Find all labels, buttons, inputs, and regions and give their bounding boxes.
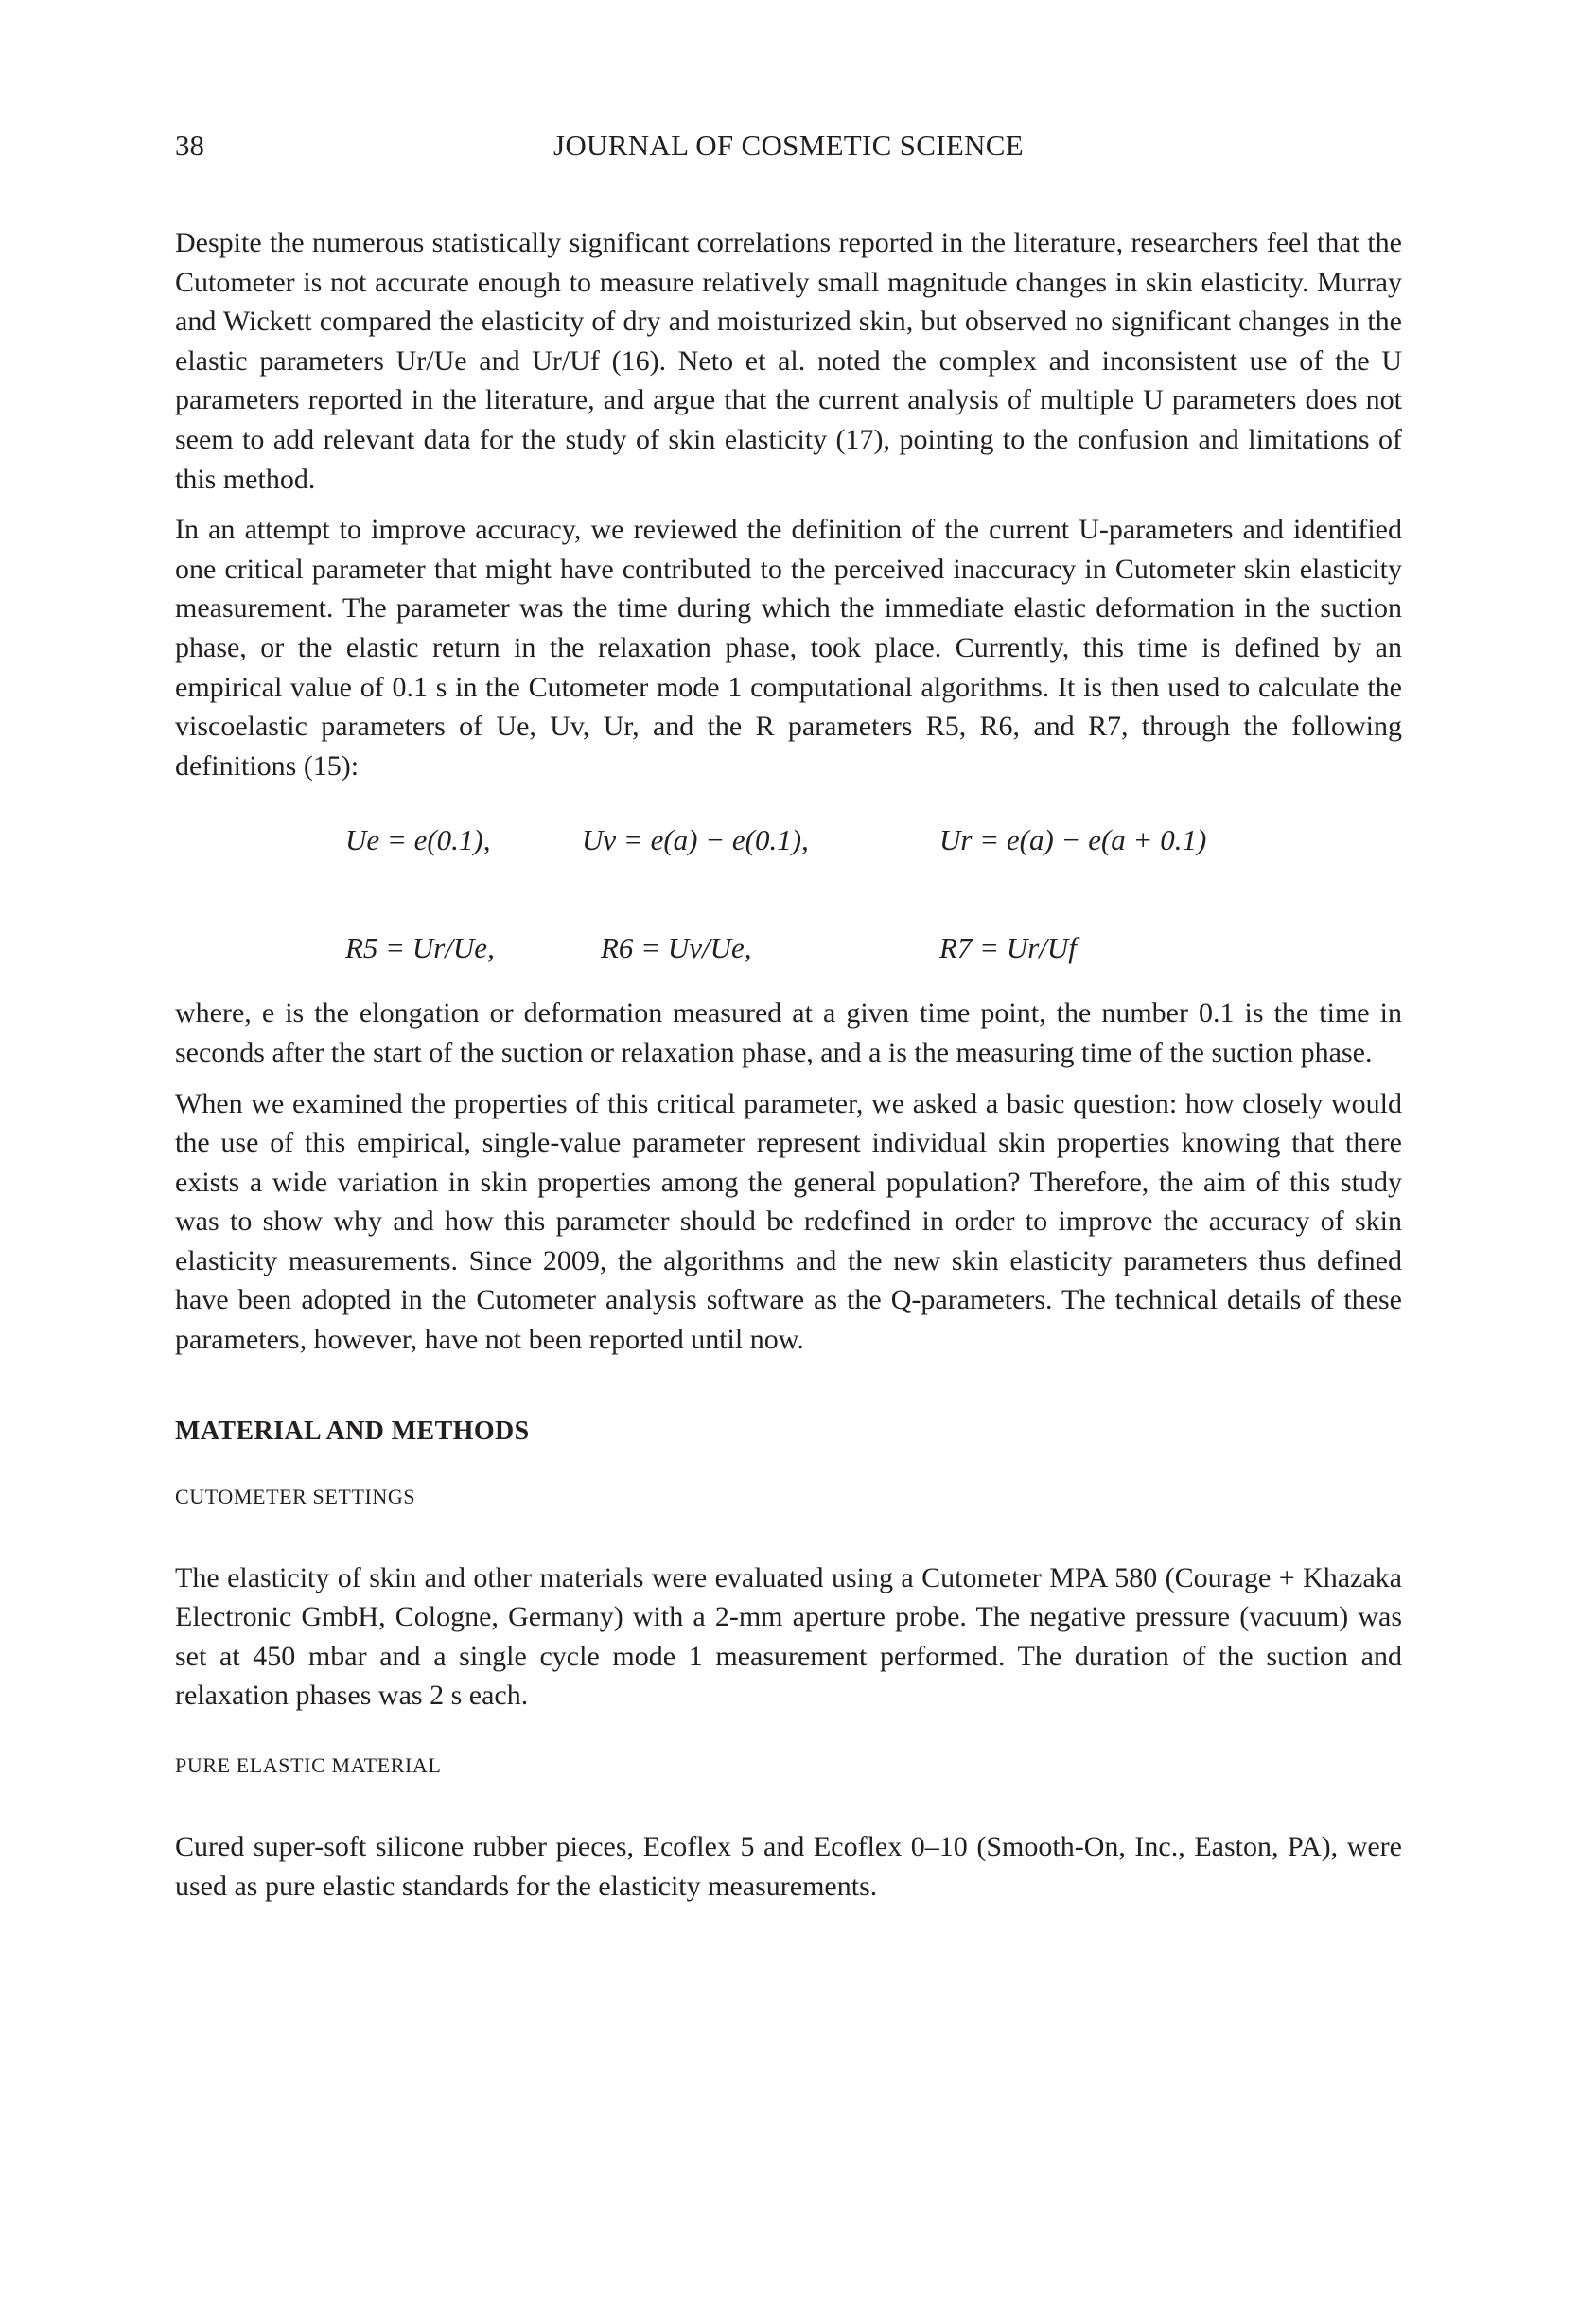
equation-row-u-parameters bbox=[175, 823, 1402, 865]
journal-title: JOURNAL OF COSMETIC SCIENCE bbox=[553, 129, 1024, 162]
subheading-pure-elastic-material: PURE ELASTIC MATERIAL bbox=[175, 1753, 442, 1778]
equation-row-r-parameters bbox=[175, 931, 1402, 973]
equation-r6: R6 = Uv/Ue, bbox=[601, 931, 752, 965]
equation-r5: R5 = Ur/Ue, bbox=[345, 931, 495, 965]
paragraph-pure-elastic-material: Cured super-soft silicone rubber pieces, Ecoflex 5 and Ecoflex 0–10 (Smooth-On, Inc., Easton, PA), were used as pure elastic standards for the elasticity measurements. bbox=[175, 1831, 1402, 1902]
paragraph-cutometer-accuracy: Despite the numerous statistically significant correlations reported in the literature, researchers feel that the Cutometer is not accurate enough to measure relatively small magnitude changes in skin elasticity. Murray and Wickett compared the elasticity of dry and moisturized skin, but observed no significant changes in the elastic parameters Ur/Ue and Ur/Uf (16). Neto et al. noted the complex and inconsistent use of the U parameters reported in the literature, and argue that the current analysis of multiple U parameters does not seem to add relevant data for the study of skin elasticity (17), pointing to the confusion and limitations of this method. bbox=[175, 227, 1402, 495]
paragraph-study-aim: When we examined the properties of this critical parameter, we asked a basic question: how closely would the use of this empirical, single-value parameter represent individual skin properties knowing that there exists a wide variation in skin properties among the general population? Therefore, the aim of this study was to show why and how this parameter should be redefined in order to improve the accuracy of skin elasticity measurements. Since 2009, the algorithms and the new skin elasticity parameters thus defined have been adopted in the Cutometer analysis software as the Q-parameters. The technical details of these parameters, however, have not been reported until now. bbox=[175, 1087, 1402, 1356]
equation-ue: Ue = e(0.1), bbox=[345, 823, 491, 857]
page-number: 38 bbox=[175, 129, 204, 162]
subheading-cutometer-settings: CUTOMETER SETTINGS bbox=[175, 1484, 416, 1508]
equation-block bbox=[175, 823, 1402, 994]
section-heading-methods: MATERIAL AND METHODS bbox=[175, 1416, 530, 1446]
paragraph-cutometer-settings: The elasticity of skin and other materials were evaluated using a Cutometer MPA 580 (Courage + Khazaka Electronic GmbH, Cologne, Germany) with a 2-mm aperture probe. The negative pressure (vacuum) was set at 450 mbar and a single cycle mode 1 measurement performed. The duration of the suction and relaxation phases was 2 s each. bbox=[175, 1561, 1402, 1712]
equation-ur: Ur = e(a) − e(a + 0.1) bbox=[939, 823, 1207, 857]
running-header bbox=[175, 129, 1402, 176]
article-body bbox=[175, 223, 1402, 1906]
equation-r7: R7 = Ur/Uf bbox=[939, 931, 1077, 965]
paragraph-improve-accuracy: In an attempt to improve accuracy, we reviewed the definition of the current U-parameters and identified one critical parameter that might have contributed to the perceived inaccuracy in Cutometer skin elasticity measurement. The parameter was the time during which the immediate elastic deformation in the suction phase, or the elastic return in the relaxation phase, took place. Currently, this time is defined by an empirical value of 0.1 s in the Cutometer mode 1 computational algorithms. It is then used to calculate the viscoelastic parameters of Ue, Uv, Ur, and the R parameters R5, R6, and R7, through the following definitions (15): bbox=[175, 514, 1402, 782]
equation-uv: Uv = e(a) − e(0.1), bbox=[582, 823, 809, 857]
paragraph-definitions: where, e is the elongation or deformation measured at a given time point, the number 0.1 is the time in seconds after the start of the suction or relaxation phase, and a is the measuring time of the suction phase. bbox=[175, 997, 1402, 1068]
